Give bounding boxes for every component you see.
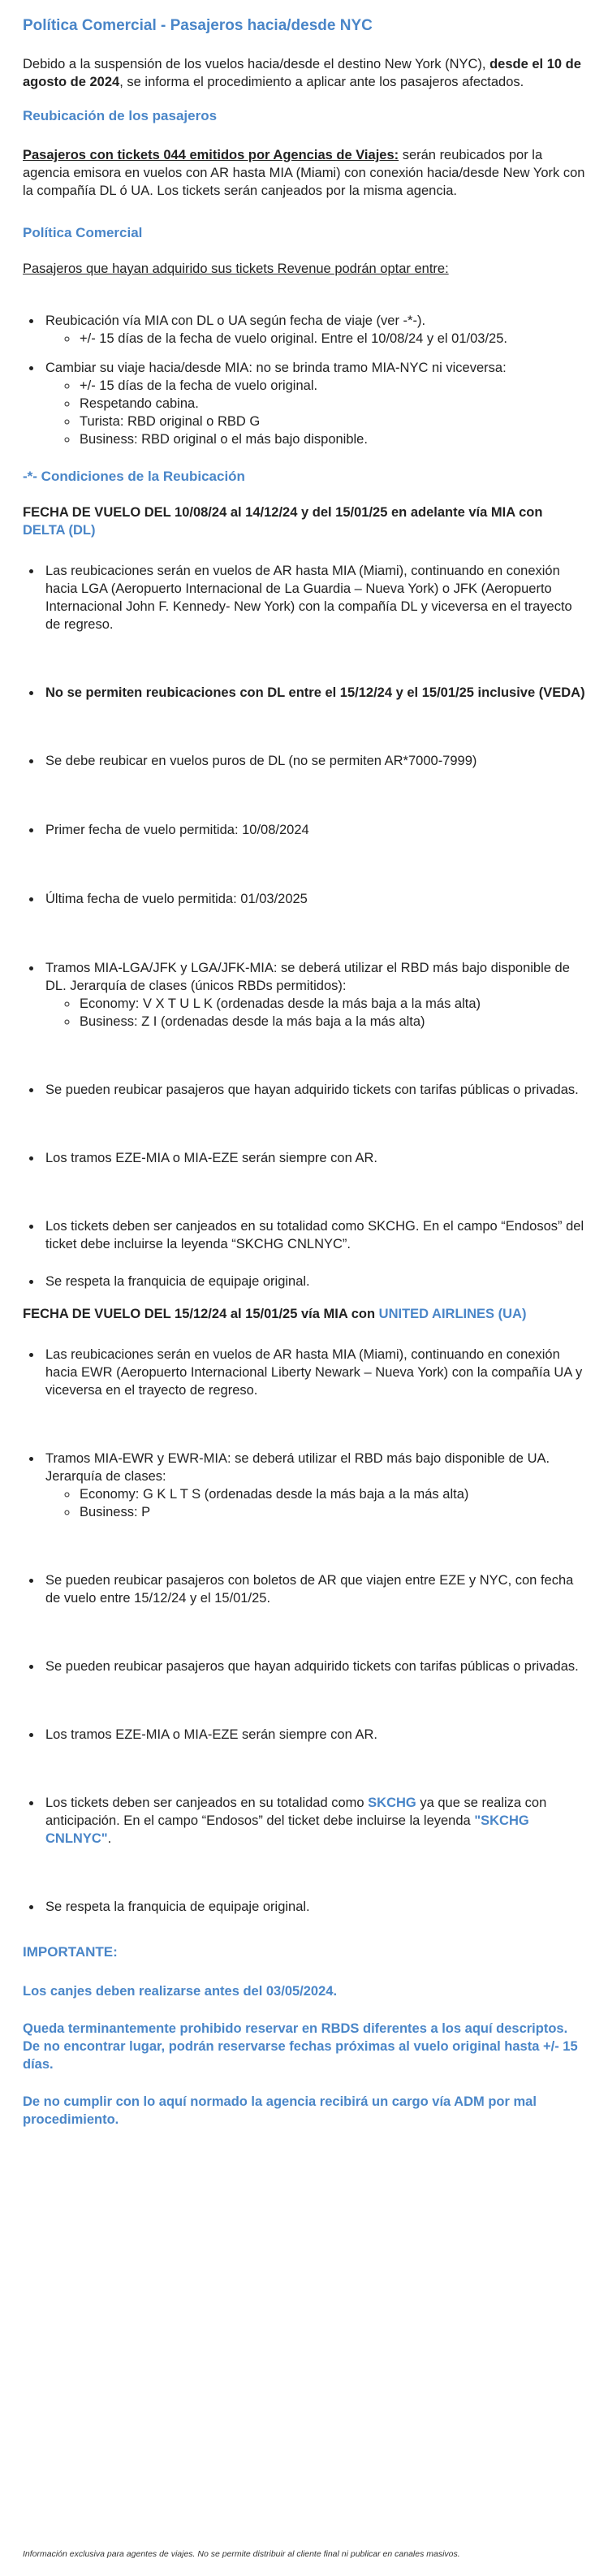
list-item: • Última fecha de vuelo permitida: 01/03/2025 [42,890,585,908]
importante-deadline: Los canjes deben realizarse antes del 03/05/2024. [23,1984,338,1999]
united-skchg-code: SKCHG [368,1796,416,1810]
united-skchg-legend: "SKCHG CNLNYC" [45,1813,529,1846]
list-item: • Se pueden reubicar pasajeros que hayan adquirido tickets con tarifas públicas o privadas. [42,1658,585,1675]
list-item: ◦ Economy: G K L T S (ordenadas desde la más baja a la más alta) [78,1485,585,1503]
politica-option-2: Cambiar su viaje hacia/desde MIA: no se brinda tramo MIA-NYC ni viceversa: [45,361,507,375]
united-skchg-text-3: . [107,1831,112,1846]
condiciones-heading: -*- Condiciones de la Reubicación [23,469,245,484]
list-item: • Los tramos EZE-MIA o MIA-EZE serán siempre con AR. [42,1149,585,1167]
united-conditions-list [23,1346,585,1916]
united-skchg-text-1: Los tickets deben ser canjeados en su totalidad como [45,1796,369,1810]
politica-options-list [23,312,585,448]
intro-text-2: , se informa el procedimiento a aplicar ante los pasajeros afectados. [119,75,524,89]
reubicacion-lead: Pasajeros con tickets 044 emitidos por Agencias de Viajes: [23,148,399,162]
importante-adm-warning: De no cumplir con lo aquí normado la agencia recibirá un cargo vía ADM por mal procedimiento. [23,2094,537,2127]
list-item: • Las reubicaciones serán en vuelos de AR hasta MIA (Miami), continuando en conexión hacia EWR (Aeropuerto Internacional Liberty Newark – Nueva York) con la compañía UA y viceversa en el trayecto de regreso. [42,1346,585,1399]
united-heading [23,1305,585,1323]
delta-heading [23,504,585,539]
list-item: ◦ Business: RBD original o el más bajo disponible. [78,430,585,448]
list-item: ◦ Business: Z I (ordenadas desde la más baja a la más alta) [78,1013,585,1031]
delta-conditions-list [23,562,585,1290]
list-item: • Las reubicaciones serán en vuelos de AR hasta MIA (Miami), continuando en conexión hacia LGA (Aeropuerto Internacional de La Guardia – Nueva York) o JFK (Aeropuerto Internacional John F. Kennedy- New York) con la compañía DL y viceversa en el trayecto de regreso. [42,562,585,633]
delta-rbd-text: Tramos MIA-LGA/JFK y LGA/JFK-MIA: se deberá utilizar el RBD más bajo disponible de DL. Jerarquía de clases (únicos RBDs permitidos): [45,961,570,993]
list-item: • Los tickets deben ser canjeados en su totalidad como SKCHG. En el campo “Endosos” del ticket debe incluirse la leyenda “SKCHG CNLNYC”. [42,1217,585,1253]
politica-heading: Política Comercial [23,225,143,240]
list-item: ◦ Respetando cabina. [78,395,585,413]
list-item [42,312,585,348]
intro-date: desde el 10 de agosto de 2024 [23,57,581,89]
delta-heading-text: FECHA DE VUELO DEL 10/08/24 al 14/12/24 y del 15/01/25 en adelante vía MIA con [23,505,543,520]
list-item: • Primer fecha de vuelo permitida: 10/08/2024 [42,821,585,839]
united-heading-text: FECHA DE VUELO DEL 15/12/24 al 15/01/25 vía MIA con [23,1307,379,1321]
list-item [42,359,585,448]
footer-disclaimer: Información exclusiva para agentes de viajes. No se permite distribuir al cliente final ni publicar en canales masivos. [23,2549,460,2559]
list-item [42,1794,585,1848]
list-item: • Se respeta la franquicia de equipaje original. [42,1898,585,1916]
list-item: ◦ Economy: V X T U L K (ordenadas desde la más baja a la más alta) [78,995,585,1013]
importante-heading: IMPORTANTE: [23,1944,118,1960]
politica-intro: Pasajeros que hayan adquirido sus tickets Revenue podrán optar entre: [23,261,449,276]
reubicacion-text: serán reubicados por la agencia emisora en vuelos con AR hasta MIA (Miami) con conexión hacia/desde New York con la compañía DL ó UA. Los tickets serán canjeados por la misma agencia. [23,148,585,198]
list-item: • Se pueden reubicar pasajeros que hayan adquirido tickets con tarifas públicas o privadas. [42,1081,585,1099]
list-item: ◦ +/- 15 días de la fecha de vuelo original. [78,377,585,395]
united-carrier-label: UNITED AIRLINES (UA) [378,1307,527,1321]
list-item [42,959,585,1031]
list-item: • No se permiten reubicaciones con DL entre el 15/12/24 y el 15/01/25 inclusive (VEDA) [42,684,585,702]
list-item: ◦ Turista: RBD original o RBD G [78,413,585,430]
reubicacion-paragraph [23,146,585,200]
list-item: • Los tramos EZE-MIA o MIA-EZE serán siempre con AR. [42,1726,585,1744]
page-title: Política Comercial - Pasajeros hacia/desde NYC [23,17,373,34]
delta-carrier-label: DELTA (DL) [23,523,96,538]
list-item [42,1450,585,1521]
intro-paragraph [23,55,585,91]
list-item: • Se pueden reubicar pasajeros con boletos de AR que viajen entre EZE y NYC, con fecha de vuelo entre 15/12/24 y el 15/01/25. [42,1571,585,1607]
list-item: ◦ Business: P [78,1503,585,1521]
reubicacion-heading: Reubicación de los pasajeros [23,108,218,123]
united-rbd-text: Tramos MIA-EWR y EWR-MIA: se deberá utilizar el RBD más bajo disponible de UA. Jerarquía de clases: [45,1451,550,1484]
politica-option-1: Reubicación vía MIA con DL o UA según fecha de viaje (ver -*-). [45,313,426,328]
list-item: • Se debe reubicar en vuelos puros de DL (no se permiten AR*7000-7999) [42,752,585,770]
united-skchg-text-2: ya que se realiza con anticipación. En el campo “Endosos” del ticket debe incluirse la leyenda [45,1796,547,1828]
importante-prohibition: Queda terminantemente prohibido reservar en RBDS diferentes a los aquí descriptos. De no encontrar lugar, podrán reservarse fechas próximas al vuelo original hasta +/- 15 días. [23,2021,578,2072]
intro-text-1: Debido a la suspensión de los vuelos hacia/desde el destino New York (NYC), [23,57,490,71]
list-item: • Se respeta la franquicia de equipaje original. [42,1273,585,1290]
list-item: ◦ +/- 15 días de la fecha de vuelo original. Entre el 10/08/24 y el 01/03/25. [78,330,585,348]
